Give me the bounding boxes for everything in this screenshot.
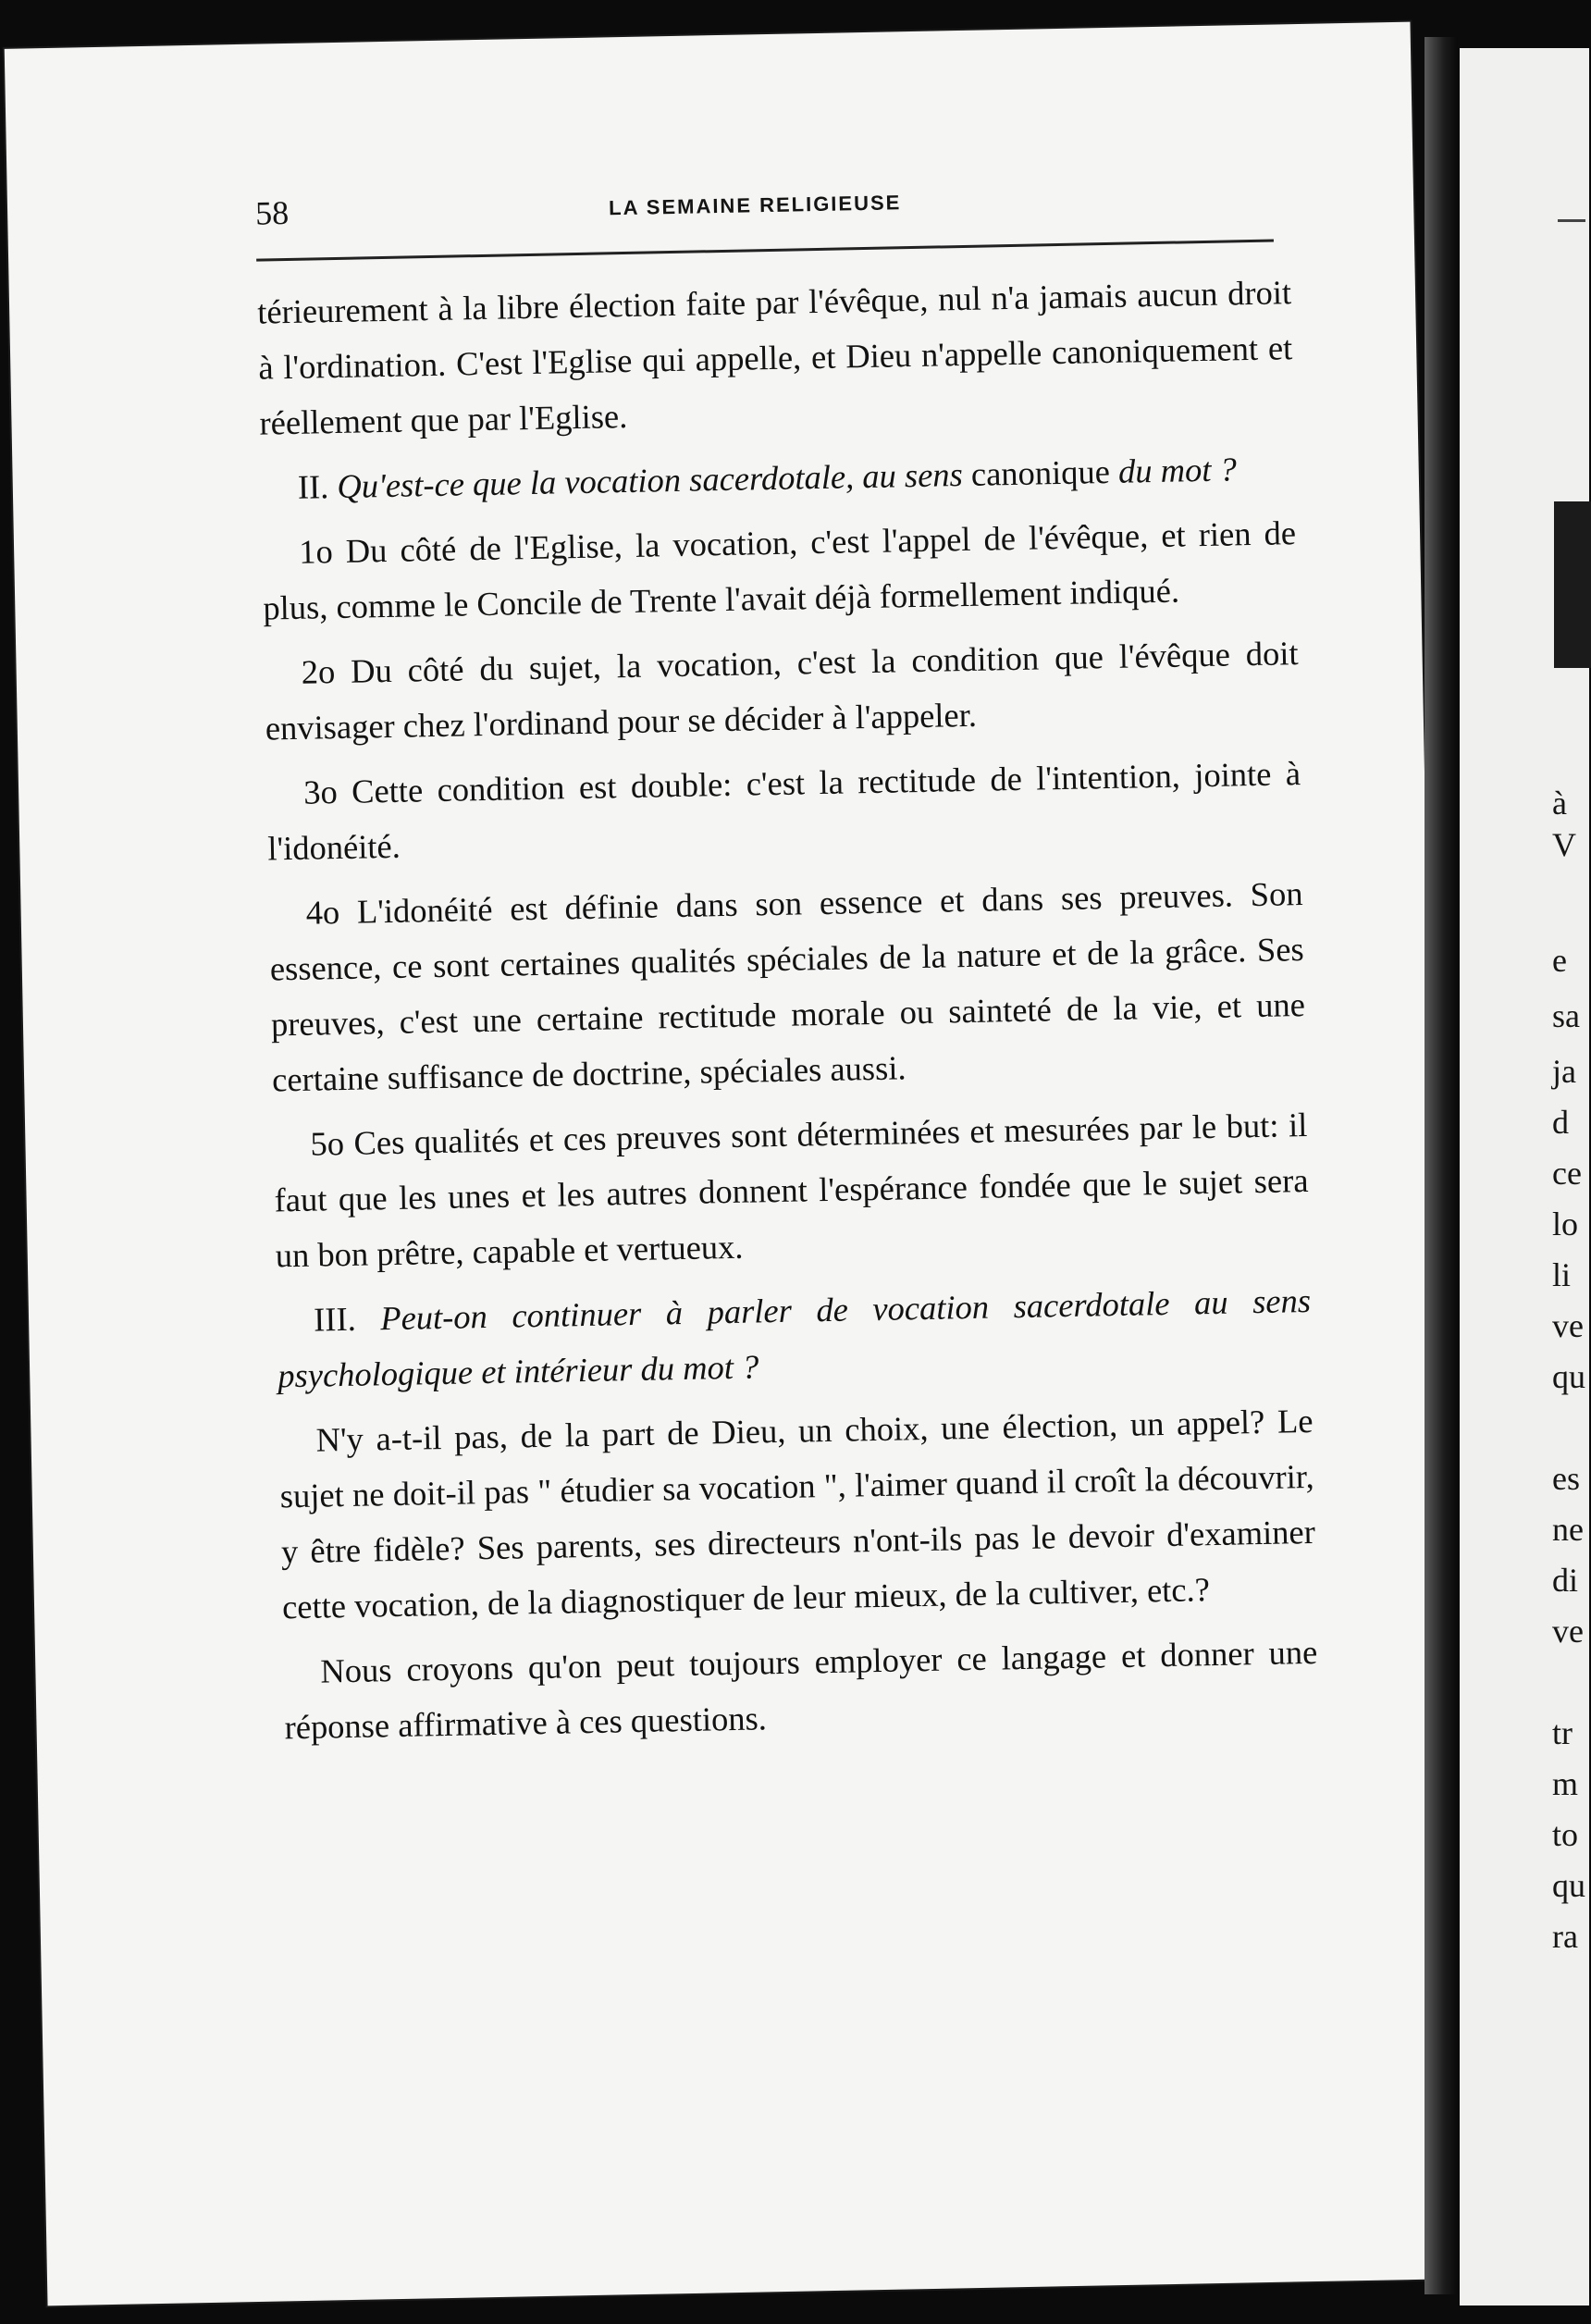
question-roman: canonique <box>970 451 1111 493</box>
facing-page-fragment: qu <box>1552 1867 1585 1904</box>
facing-page-fragment: di <box>1552 1562 1579 1599</box>
paragraph-7: 5o Ces qualités et ces preuves sont déterminées et mesurées par le but: il faut que les unes et les autres donnent l'espérance fondée que le sujet sera un bon prêtre, capable et vertueux. <box>274 1105 1309 1275</box>
facing-page-fragment: ne <box>1552 1511 1584 1548</box>
facing-page-fragment: li <box>1552 1256 1572 1293</box>
body-text <box>257 265 1320 1764</box>
left-page <box>5 22 1454 2306</box>
paragraph-4: 2o Du côté du sujet, la vocation, c'est la condition que l'évêque doit envisager chez l'ordinand pour se décider à l'appeler. <box>265 634 1299 748</box>
paragraph-6: 4o L'idonéité est définie dans son essence et dans ses preuves. Son essence, ce sont certaines qualités spéciales de la nature et de la grâce. Ses preuves, c'est une certaine rectitude morale ou sainteté de la vie, et une certaine suffisance de doctrine, spéciales aussi. <box>269 874 1306 1099</box>
facing-page-fragment: ve <box>1552 1307 1584 1344</box>
facing-page-fragment: ve <box>1552 1613 1584 1650</box>
paragraph-5: 3o Cette condition est double: c'est la rectitude de l'intention, jointe à l'idonéité. <box>266 754 1301 868</box>
facing-page-fragment: ra <box>1552 1918 1578 1955</box>
facing-page-fragment: es <box>1552 1460 1580 1497</box>
facing-page-fragment: m <box>1552 1765 1579 1802</box>
page-number: 58 <box>254 193 290 232</box>
facing-page <box>1460 48 1589 2305</box>
facing-page-fragment: à <box>1552 785 1567 822</box>
facing-page-fragment: d <box>1552 1104 1569 1141</box>
running-title: LA SEMAINE RELIGIEUSE <box>608 191 902 220</box>
facing-page-rule <box>1558 219 1585 222</box>
paragraph-1: térieurement à la libre élection faite par l'évêque, nul n'a jamais aucun droit à l'ordination. C'est l'Eglise qui appelle, et Dieu n'appelle canoniquement et réellement que par l'Eglise. <box>256 273 1293 442</box>
facing-page-fragment: qu <box>1552 1358 1585 1395</box>
facing-page-fragment: e <box>1552 942 1567 979</box>
paragraph-9: N'y a-t-il pas, de la part de Dieu, un choix, une élection, un appel? Le sujet ne doit-il pas " étudier sa vocation ", l'aimer quand il croît la découvrir, y être fidèle? Ses parents, ses directeurs n'ont-ils pas le devoir d'examiner cette vocation, de la diagnostiquer de leur mieux, de la cultiver, etc.? <box>279 1401 1316 1626</box>
paragraph-3: 1o Du côté de l'Eglise, la vocation, c'est l'appel de l'évêque, et rien de plus, comme le Concile de Trente l'avait déjà formellement indiqué. <box>262 513 1297 627</box>
book-spine-shadow <box>1424 37 1458 2294</box>
facing-page-fragment: to <box>1552 1816 1579 1853</box>
question-3-italic: Peut-on continuer à parler de vocation sacerdotale au sens psychologique et intérieur du mot ? <box>277 1280 1312 1395</box>
facing-page-fragment: V <box>1552 826 1576 863</box>
facing-page-dark-mark <box>1554 501 1591 668</box>
question-italic-end: du mot ? <box>1117 450 1238 490</box>
paragraph-8-question <box>277 1273 1313 1403</box>
facing-page-fragment: lo <box>1552 1205 1579 1242</box>
question-italic: Qu'est-ce que la vocation sacerdotale, au sens <box>337 455 964 505</box>
facing-page-fragment: ce <box>1552 1155 1582 1192</box>
header-rule <box>256 240 1274 262</box>
paragraph-10: Nous croyons qu'on peut toujours employer ce langage et donner une réponse affirmative à ces questions. <box>284 1632 1318 1747</box>
facing-page-fragment: ja <box>1552 1053 1576 1090</box>
facing-page-fragment: tr <box>1552 1714 1572 1751</box>
section-number-2: II. <box>297 467 329 506</box>
section-number-3: III. <box>313 1299 357 1339</box>
paragraph-2-question <box>260 440 1295 515</box>
page-header <box>229 163 1294 239</box>
facing-page-fragment: sa <box>1552 997 1580 1034</box>
